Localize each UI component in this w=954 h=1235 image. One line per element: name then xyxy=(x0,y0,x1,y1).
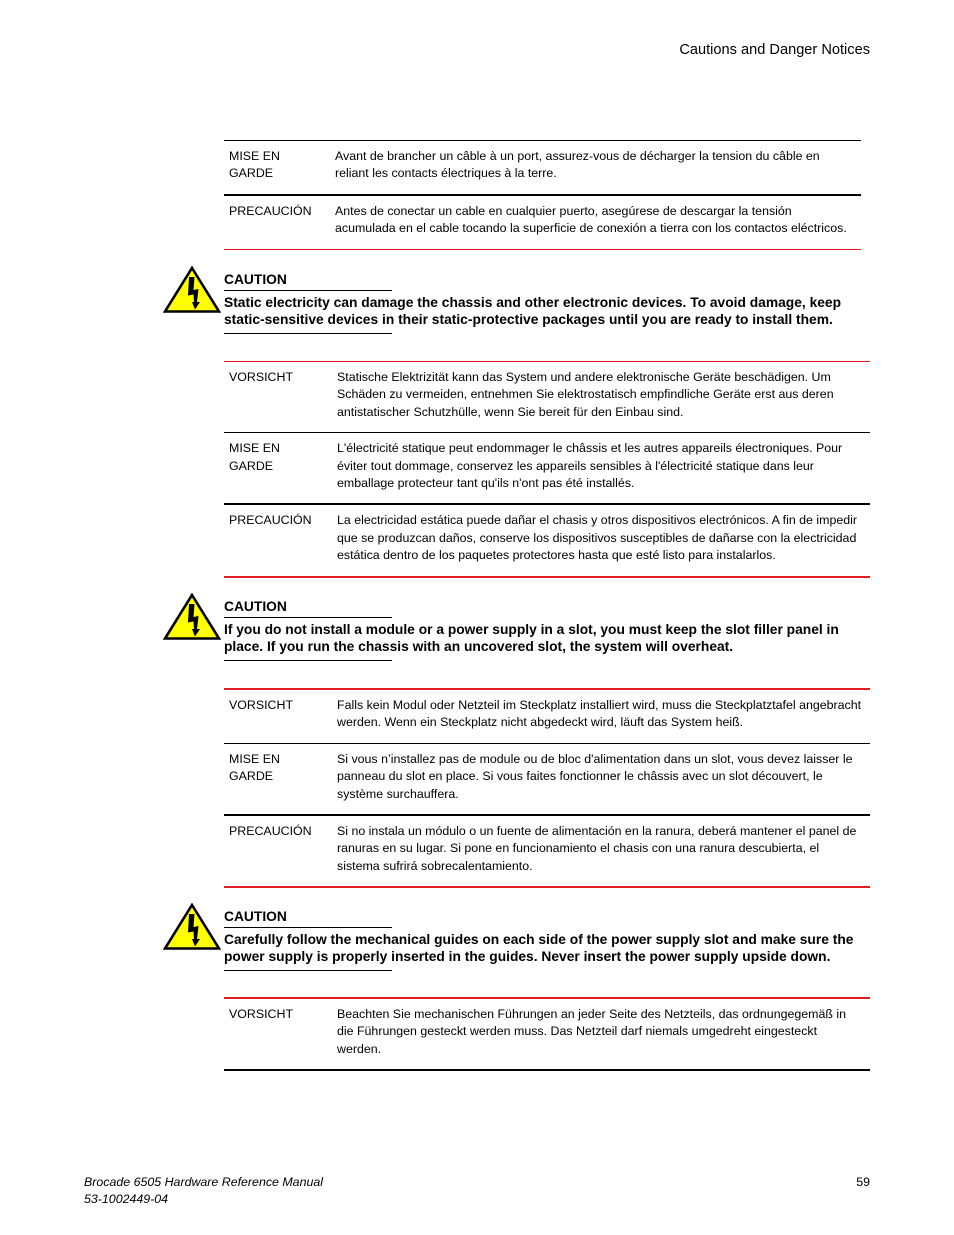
text-line: werden. Wenn ein Steckplatz nicht abgedeckt wird, läuft das System heiß. xyxy=(337,715,744,730)
notice-row xyxy=(224,141,861,196)
language-label xyxy=(224,203,335,238)
text-line: emballage protecteur tant qu'ils n'ont pas été installés. xyxy=(337,476,635,491)
label-line: GARDE xyxy=(229,458,274,473)
notice-table xyxy=(224,361,870,578)
notice-text xyxy=(337,697,870,732)
text-line: Si vous n’installez pas de module ou de bloc d'alimentation dans un slot, vous devez laisser le xyxy=(337,751,853,766)
text-line: Falls kein Modul oder Netzteil im Steckplatz installiert wird, muss die Steckplatztafel angebracht xyxy=(337,698,862,712)
notice-row xyxy=(224,744,870,816)
caution-text xyxy=(224,931,853,965)
language-label xyxy=(224,751,337,803)
label-line: GARDE xyxy=(229,166,274,181)
notice-row xyxy=(224,690,870,744)
notice-table xyxy=(224,688,870,888)
caution-block xyxy=(0,903,954,973)
caution-title: CAUTION xyxy=(224,599,287,614)
notice-table xyxy=(224,140,861,250)
label-line: PRECAUCIÓN xyxy=(229,203,312,218)
notice-text xyxy=(337,1006,870,1058)
text-line: que se produzcan daños, conserve los dispositivos susceptibles de dañarse con la electricidad xyxy=(337,530,857,545)
label-line: MISE EN xyxy=(229,149,280,163)
caution-text xyxy=(224,294,841,328)
notice-text xyxy=(337,440,870,492)
text-line: système surchauffera. xyxy=(337,786,459,801)
text-line: panneau du slot en place. Si vous faites fonctionner le châssis avec un slot découvert, le xyxy=(337,769,823,784)
caution-rule-bottom xyxy=(224,970,392,971)
text-line: Antes de conectar un cable en cualquier puerto, asegúrese de descargar la tensión xyxy=(335,203,792,218)
text-line: Static electricity can damage the chassis and other electronic devices. To avoid damage, keep xyxy=(224,294,842,310)
text-line: ranuras en su lugar. Si pone en funcionamiento el chasis con una ranura descubierta, el xyxy=(337,841,820,856)
footer-manual-title: Brocade 6505 Hardware Reference Manual xyxy=(84,1174,324,1189)
text-line: Carefully follow the mechanical guides on each side of the power supply slot and make sure the xyxy=(224,931,854,947)
electrical-hazard-icon xyxy=(163,266,221,313)
label-line: VORSICHT xyxy=(229,1007,294,1021)
caution-block xyxy=(0,266,954,336)
text-line: L'électricité statique peut endommager le châssis et les autres appareils électroniques. Pour xyxy=(337,441,843,456)
text-line: La electricidad estática puede dañar el chasis y otros dispositivos electrónicos. A fin de impedir xyxy=(337,513,858,528)
running-header: Cautions and Danger Notices xyxy=(679,42,870,58)
notice-text xyxy=(337,751,870,803)
caution-rule-bottom xyxy=(224,333,392,334)
footer-left xyxy=(84,1174,323,1208)
label-line: MISE EN xyxy=(229,441,280,456)
caution-text xyxy=(224,621,839,655)
caution-rule-top xyxy=(224,617,392,618)
label-line: PRECAUCIÓN xyxy=(229,824,312,839)
label-line: MISE EN xyxy=(229,751,280,766)
language-label xyxy=(224,148,335,183)
label-line: VORSICHT xyxy=(229,698,294,712)
language-label xyxy=(224,369,337,421)
notice-text xyxy=(335,203,861,238)
caution-rule-bottom xyxy=(224,660,392,661)
text-line: estática dentro de los paquetes protectores hasta que esté listo para instalarlos. xyxy=(337,548,776,563)
notice-row xyxy=(224,816,870,888)
notice-row xyxy=(224,433,870,505)
caution-block xyxy=(0,593,954,663)
text-line: static-sensitive devices in their static-protective packages until you are ready to install them. xyxy=(224,311,833,327)
footer-page-number: 59 xyxy=(856,1174,870,1189)
language-label xyxy=(224,697,337,732)
text-line: Statische Elektrizität kann das System und andere elektronische Geräte beschädigen. Um xyxy=(337,370,831,384)
notice-row xyxy=(224,362,870,433)
language-label xyxy=(224,512,337,564)
electrical-hazard-icon xyxy=(163,593,221,640)
notice-text xyxy=(337,512,870,564)
text-line: antistatischer Schutzhülle, wenn Sie bereit für den Einbau sind. xyxy=(337,404,684,419)
text-line: werden. xyxy=(337,1041,382,1056)
notice-table xyxy=(224,997,870,1071)
notice-text xyxy=(337,823,870,875)
caution-title: CAUTION xyxy=(224,272,287,287)
footer-part-number: 53-1002449-04 xyxy=(84,1191,169,1206)
notice-text xyxy=(337,369,870,421)
notice-row xyxy=(224,196,861,250)
label-line: VORSICHT xyxy=(229,370,294,384)
notice-row xyxy=(224,999,870,1071)
label-line: PRECAUCIÓN xyxy=(229,513,312,528)
text-line: sistema sufrirá sobrecalentamiento. xyxy=(337,858,533,873)
text-line: acumulada en el cable tocando la superficie de conexión a tierra con los contactos eléctricos. xyxy=(335,221,847,236)
text-line: Si no instala un módulo o un fuente de alimentación en la ranura, deberá mantener el panel de xyxy=(337,824,857,839)
text-line: If you do not install a module or a power supply in a slot, you must keep the slot filler panel in xyxy=(224,621,839,637)
label-line: GARDE xyxy=(229,769,274,784)
text-line: Beachten Sie mechanischen Führungen an jeder Seite des Netzteils, das ordnungegemäß in xyxy=(337,1007,847,1021)
language-label xyxy=(224,1006,337,1058)
notice-row xyxy=(224,505,870,577)
caution-rule-top xyxy=(224,927,392,928)
caution-title: CAUTION xyxy=(224,909,287,924)
text-line: die Führungen gesteckt werden muss. Das Netzteil darf niemals umgedreht eingesteckt xyxy=(337,1024,818,1039)
language-label xyxy=(224,440,337,492)
text-line: Avant de brancher un câble à un port, assurez-vous de décharger la tension du câble en xyxy=(335,149,820,163)
text-line: éviter tout dommage, conservez les appareils sensibles à l'électricité statique dans leur xyxy=(337,458,814,473)
text-line: Schäden zu vermeiden, entnehmen Sie elektrostatisch empfindliche Geräte erst aus deren xyxy=(337,387,834,402)
text-line: place. If you run the chassis with an uncovered slot, the system will overheat. xyxy=(224,638,734,654)
electrical-hazard-icon xyxy=(163,903,221,950)
notice-text xyxy=(335,148,861,183)
caution-rule-top xyxy=(224,290,392,291)
language-label xyxy=(224,823,337,875)
text-line: power supply is properly inserted in the guides. Never insert the power supply upside down. xyxy=(224,948,831,964)
text-line: reliant les contacts électriques à la terre. xyxy=(335,166,557,181)
